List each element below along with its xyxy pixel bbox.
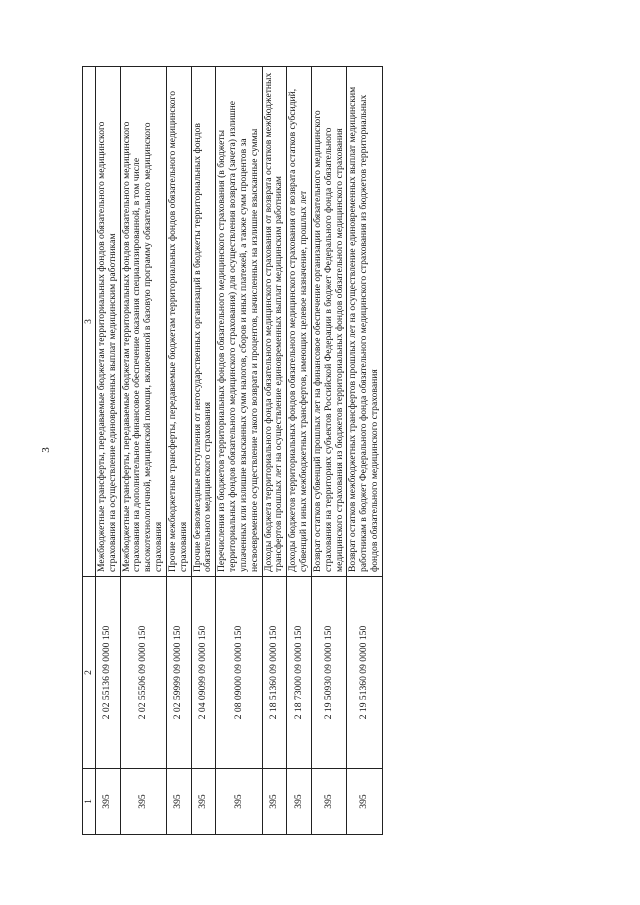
admin-code-cell: 395 xyxy=(166,769,191,835)
header-col-3: 3 xyxy=(83,67,96,577)
admin-code-cell: 395 xyxy=(120,769,166,835)
admin-code-cell: 395 xyxy=(347,769,382,835)
page-number: 3 xyxy=(40,447,52,453)
income-codes-table xyxy=(82,66,383,835)
budget-code-cell: 2 19 50930 09 0000 150 xyxy=(311,577,346,769)
header-col-1: 1 xyxy=(83,769,96,835)
budget-code-cell: 2 08 09000 09 0000 150 xyxy=(216,577,262,769)
income-name-cell: Возврат остатков межбюджетных трансфертов прошлых лет на осуществление единовременных выплат медицинским работникам в бюджет Федерального фонда обязательного медицинского страхования из бюджетов территориальных фондов обязательного медицинского страхования xyxy=(347,67,382,577)
income-name-cell: Межбюджетные трансферты, передаваемые бюджетам территориальных фондов обязательного медицинского страхования на осуществление единовременных выплат медицинским работникам xyxy=(96,67,121,577)
budget-code-cell: 2 18 73000 09 0000 150 xyxy=(287,577,312,769)
budget-code-cell: 2 04 09099 09 0000 150 xyxy=(191,577,216,769)
table-row xyxy=(347,67,382,835)
income-name-cell: Доходы бюджета территориального фонда обязательного медицинского страхования от возврата остатков межбюджетных трансфертов прошлых лет на осуществление единовременных выплат медицинским работникам xyxy=(262,67,287,577)
header-row xyxy=(83,67,96,835)
table-row xyxy=(191,67,216,835)
admin-code-cell: 395 xyxy=(311,769,346,835)
table-row xyxy=(287,67,312,835)
rotated-table-container xyxy=(82,67,522,835)
admin-code-cell: 395 xyxy=(262,769,287,835)
income-name-cell: Перечисления из бюджетов территориальных фондов обязательного медицинского страхования (в бюджеты территориальных фондов обязательного медицинского страхования) для осуществления возврата (зачета) излишне уплаченных или излишне взысканных сумм налогов, сборов и иных платежей, а также сумм процентов за несвоевременное осуществление такого возврата и процентов, начисленных на излишне взысканные суммы xyxy=(216,67,262,577)
income-name-cell: Доходы бюджетов территориальных фондов обязательного медицинского страхования от возврата остатков субсидий, субвенций и иных межбюджетных трансфертов, имеющих целевое назначение, прошлых лет xyxy=(287,67,312,577)
admin-code-cell: 395 xyxy=(287,769,312,835)
budget-code-cell: 2 18 51360 09 0000 150 xyxy=(262,577,287,769)
budget-code-cell: 2 02 55136 09 0000 150 xyxy=(96,577,121,769)
table-row xyxy=(120,67,166,835)
table-row xyxy=(216,67,262,835)
income-name-cell: Межбюджетные трансферты, передаваемые бюджетам территориальных фондов обязательного медицинского страхования на дополнительное финансовое обеспечение оказания специализированной, в том числе высокотехнологичной, медицинской помощи, включенной в базовую программу обязательного медицинского страхования xyxy=(120,67,166,577)
income-name-cell: Прочие межбюджетные трансферты, передаваемые бюджетам территориальных фондов обязательного медицинского страхования xyxy=(166,67,191,577)
table-row xyxy=(166,67,191,835)
admin-code-cell: 395 xyxy=(96,769,121,835)
income-name-cell: Возврат остатков субвенций прошлых лет на финансовое обеспечение организации обязательного медицинского страхования на территориях субъектов Российской Федерации в бюджет Федерального фонда обязательного медицинского страхования из бюджетов территориальных фондов обязательного медицинского страхования xyxy=(311,67,346,577)
admin-code-cell: 395 xyxy=(216,769,262,835)
table-row xyxy=(311,67,346,835)
income-name-cell: Прочие безвозмездные поступления от негосударственных организаций в бюджеты территориальных фондов обязательного медицинского страхования xyxy=(191,67,216,577)
admin-code-cell: 395 xyxy=(191,769,216,835)
budget-code-cell: 2 02 55506 09 0000 150 xyxy=(120,577,166,769)
table-body xyxy=(96,67,383,835)
header-col-2: 2 xyxy=(83,577,96,769)
budget-code-cell: 2 19 51360 09 0000 150 xyxy=(347,577,382,769)
budget-code-cell: 2 02 59999 09 0000 150 xyxy=(166,577,191,769)
table-row xyxy=(262,67,287,835)
table-row xyxy=(96,67,121,835)
